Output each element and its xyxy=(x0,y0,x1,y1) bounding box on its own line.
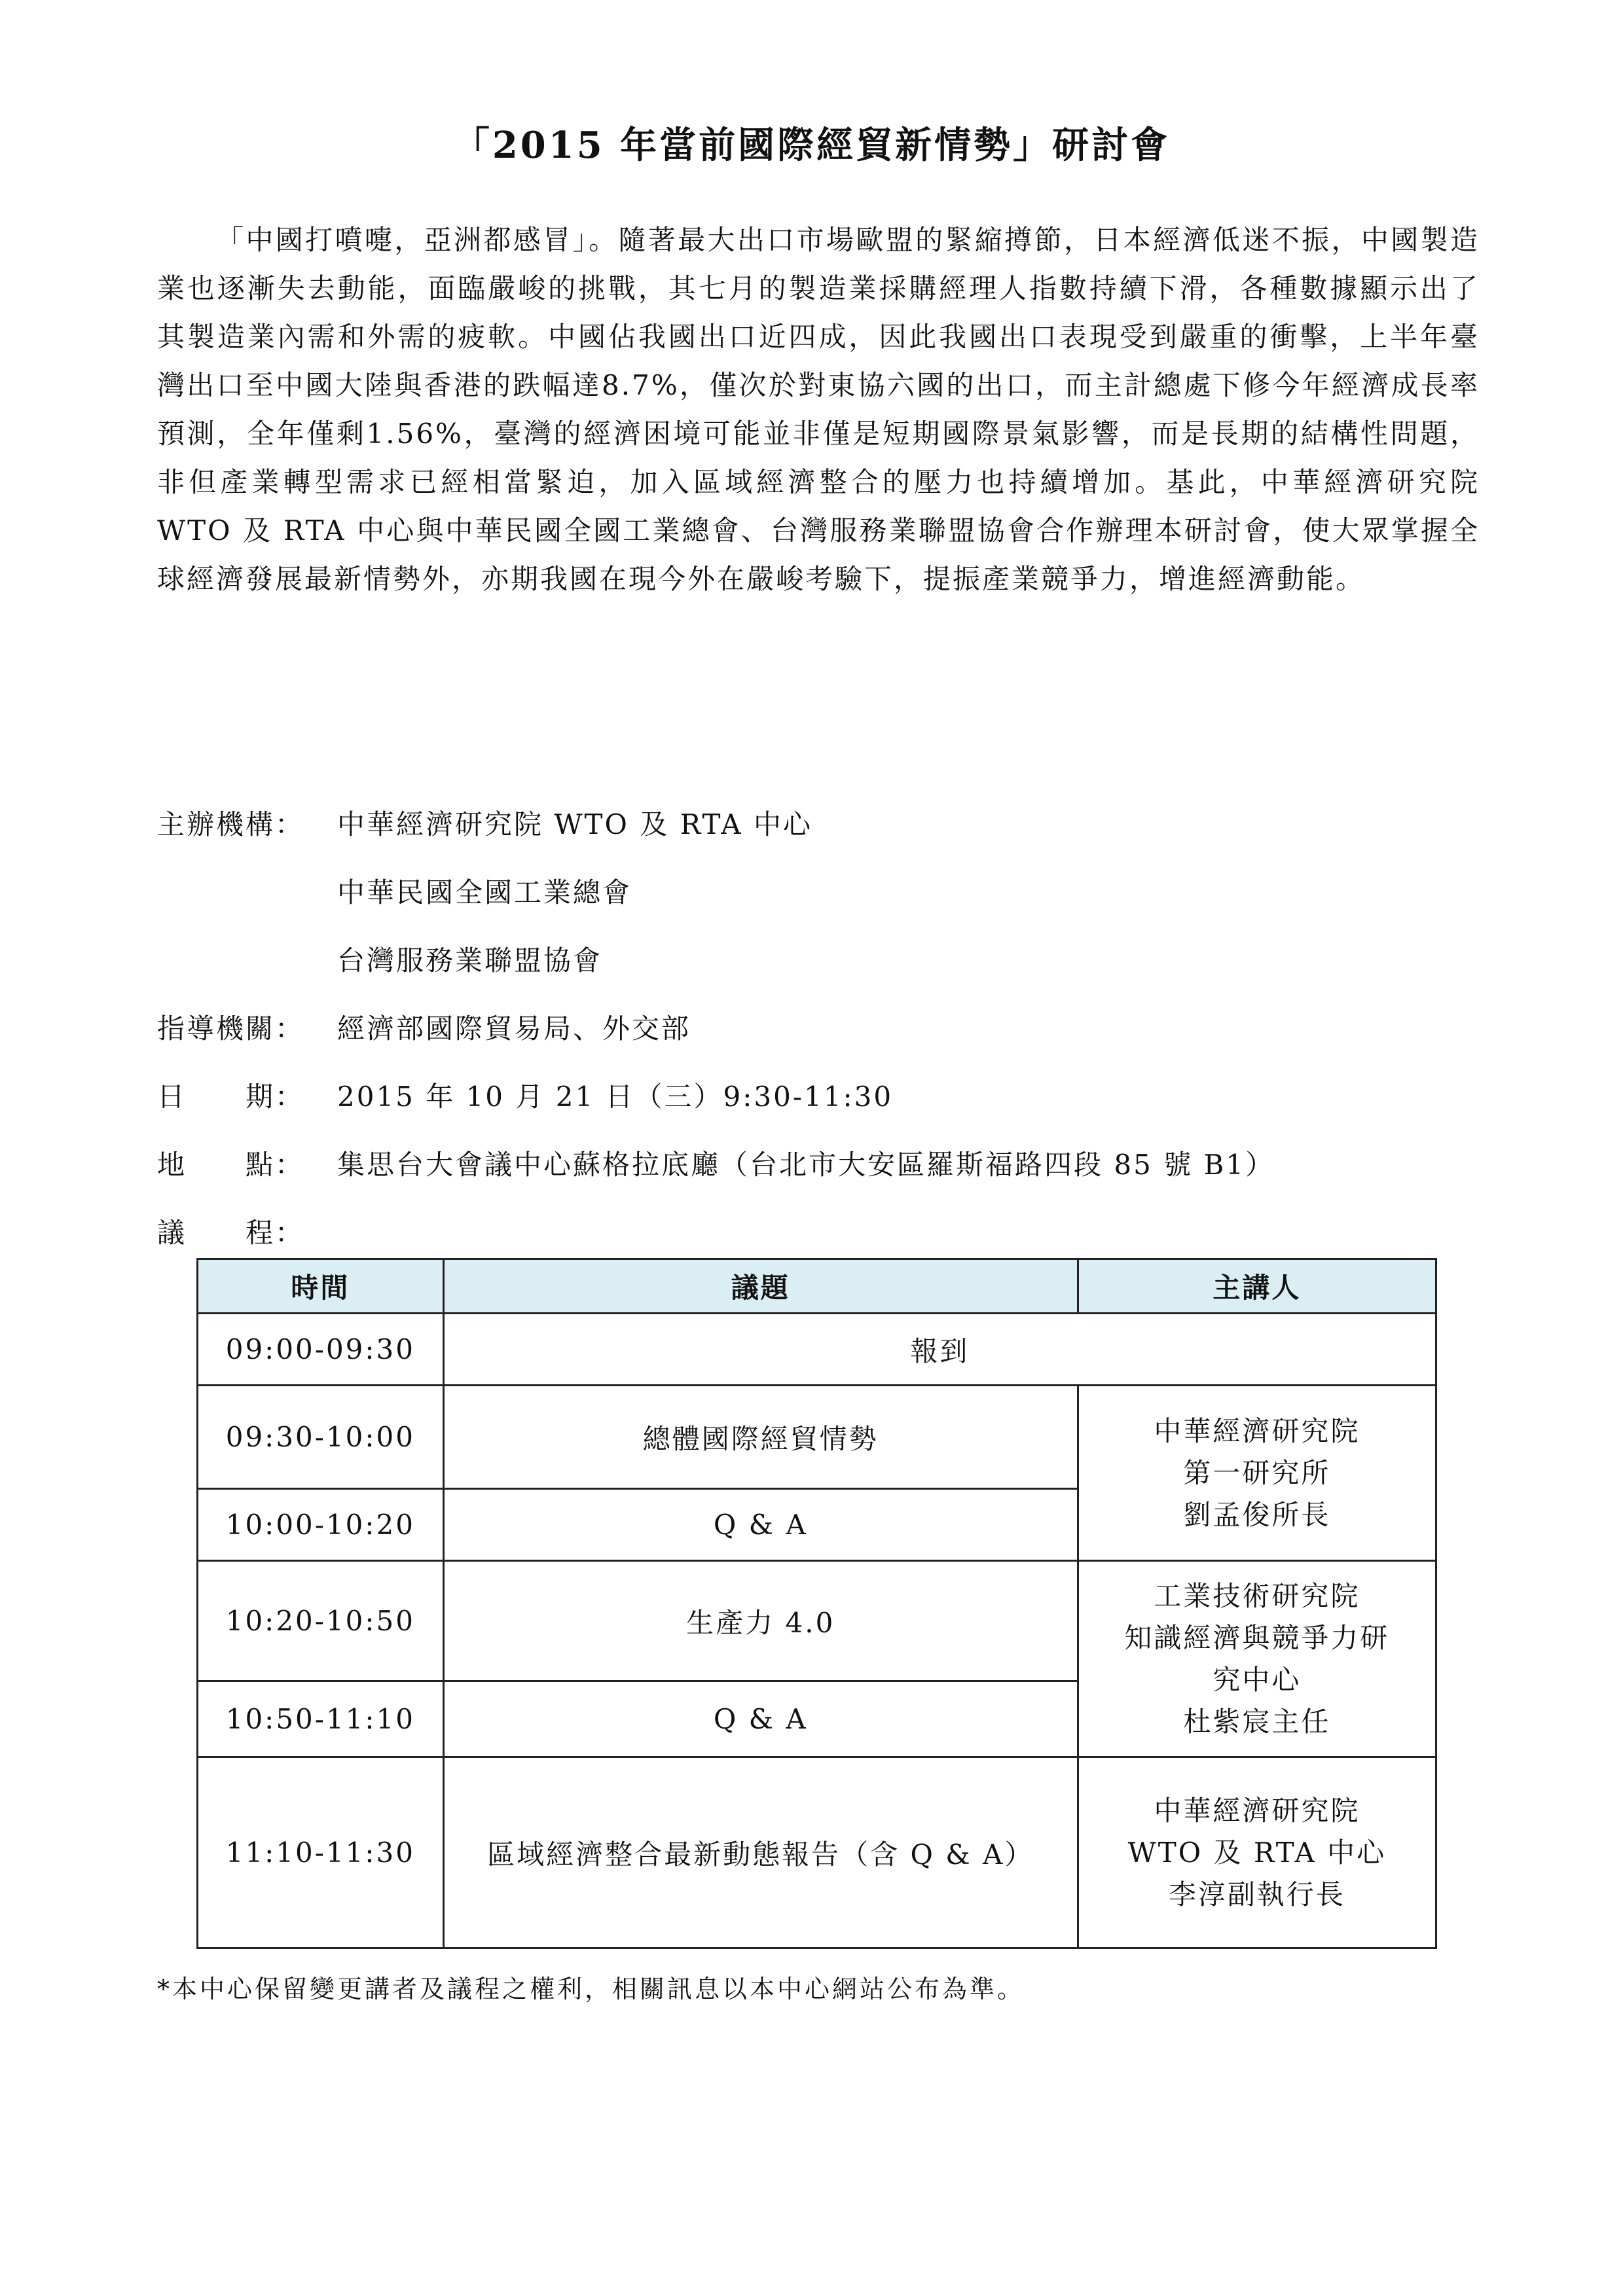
header-speaker: 主講人 xyxy=(1078,1259,1436,1314)
guidance-label: 指導機關： xyxy=(157,1013,305,1045)
row-speaker xyxy=(1078,1561,1436,1757)
row-topic: 總體國際經貿情勢 xyxy=(443,1386,1078,1489)
organizer-row-2 xyxy=(157,857,1467,925)
date-row xyxy=(157,1061,1467,1129)
speaker-line: 第一研究所 xyxy=(1183,1456,1331,1489)
organizer-2: 中華民國全國工業總會 xyxy=(337,876,632,908)
header-topic: 議題 xyxy=(443,1259,1078,1314)
venue-value: 集思台大會議中心蘇格拉底廳（台北市大安區羅斯福路四段 85 號 B1） xyxy=(337,1149,1275,1181)
row-speaker xyxy=(1078,1757,1436,1948)
table-row xyxy=(198,1561,1436,1681)
row-topic: Q & A xyxy=(443,1681,1078,1757)
speaker-line: WTO 及 RTA 中心 xyxy=(1127,1836,1387,1869)
row-time: 11:10-11:30 xyxy=(198,1757,444,1948)
speaker-line: 李淳副執行長 xyxy=(1168,1878,1345,1910)
organizer-label: 主辦機構： xyxy=(157,808,305,840)
row-time: 10:00-10:20 xyxy=(198,1489,444,1561)
row-time: 10:50-11:10 xyxy=(198,1681,444,1757)
row-time: 09:30-10:00 xyxy=(198,1386,444,1489)
organizer-1: 中華經濟研究院 WTO 及 RTA 中心 xyxy=(337,808,812,840)
row-topic: 報到 xyxy=(443,1314,1436,1386)
date-label: 日 期： xyxy=(157,1081,305,1113)
footnote: *本中心保留變更講者及議程之權利，相關訊息以本中心網站公布為準。 xyxy=(157,1975,1025,2003)
organizer-row-3 xyxy=(157,925,1467,993)
speaker-line: 中華經濟研究院 xyxy=(1154,1414,1360,1447)
venue-row xyxy=(157,1129,1467,1197)
venue-label: 地 點： xyxy=(157,1149,305,1181)
row-topic: Q & A xyxy=(443,1489,1078,1561)
agenda-table xyxy=(196,1258,1437,1949)
row-topic: 區域經濟整合最新動態報告（含 Q & A） xyxy=(443,1757,1078,1948)
speaker-line: 工業技術研究院 xyxy=(1154,1579,1360,1612)
speaker-line: 杜紫宸主任 xyxy=(1183,1705,1331,1738)
agenda-row xyxy=(157,1197,1467,1265)
date-value: 2015 年 10 月 21 日（三）9:30-11:30 xyxy=(337,1081,894,1113)
guidance-row xyxy=(157,993,1467,1061)
speaker-line: 劉孟俊所長 xyxy=(1183,1498,1331,1531)
agenda-header-row xyxy=(198,1259,1436,1314)
row-time: 09:00-09:30 xyxy=(198,1314,444,1386)
header-time: 時間 xyxy=(198,1259,444,1314)
intro-paragraph: 「中國打噴嚏，亞洲都感冒」。隨著最大出口市場歐盟的緊縮撙節，日本經濟低迷不振，中國製造業也逐漸失去動能，面臨嚴峻的挑戰，其七月的製造業採購經理人指數持續下滑，各種數據顯示出了其製造業內需和外需的疲軟。中國佔我國出口近四成，因此我國出口表現受到嚴重的衝擊，上半年臺灣出口至中國大陸與香港的跌幅達8.7%，僅次於對東協六國的出口，而主計總處下修今年經濟成長率預測，全年僅剩1.56%，臺灣的經濟困境可能並非僅是短期國際景氣影響，而是長期的結構性問題，非但產業轉型需求已經相當緊迫，加入區域經濟整合的壓力也持續增加。基此，中華經濟研究院 WTO 及 RTA 中心與中華民國全國工業總會、台灣服務業聯盟協會合作辦理本研討會，使大眾掌握全球經濟發展最新情勢外，亦期我國在現今外在嚴峻考驗下，提振產業競爭力，增進經濟動能。 xyxy=(157,224,1480,595)
event-info xyxy=(157,789,1467,1265)
organizer-row xyxy=(157,789,1467,857)
document-title: 「2015 年當前國際經貿新情勢」研討會 xyxy=(452,124,1171,167)
row-speaker xyxy=(1078,1386,1436,1561)
table-row xyxy=(198,1314,1436,1386)
row-topic: 生產力 4.0 xyxy=(443,1561,1078,1681)
speaker-line: 中華經濟研究院 xyxy=(1154,1794,1360,1827)
guidance-value: 經濟部國際貿易局、外交部 xyxy=(337,1013,691,1045)
speaker-line: 知識經濟與競爭力研 xyxy=(1124,1621,1390,1654)
agenda-label: 議 程： xyxy=(157,1217,305,1249)
organizer-3: 台灣服務業聯盟協會 xyxy=(337,944,603,977)
table-row xyxy=(198,1386,1436,1489)
speaker-line: 究中心 xyxy=(1213,1663,1302,1696)
table-row xyxy=(198,1757,1436,1948)
row-time: 10:20-10:50 xyxy=(198,1561,444,1681)
